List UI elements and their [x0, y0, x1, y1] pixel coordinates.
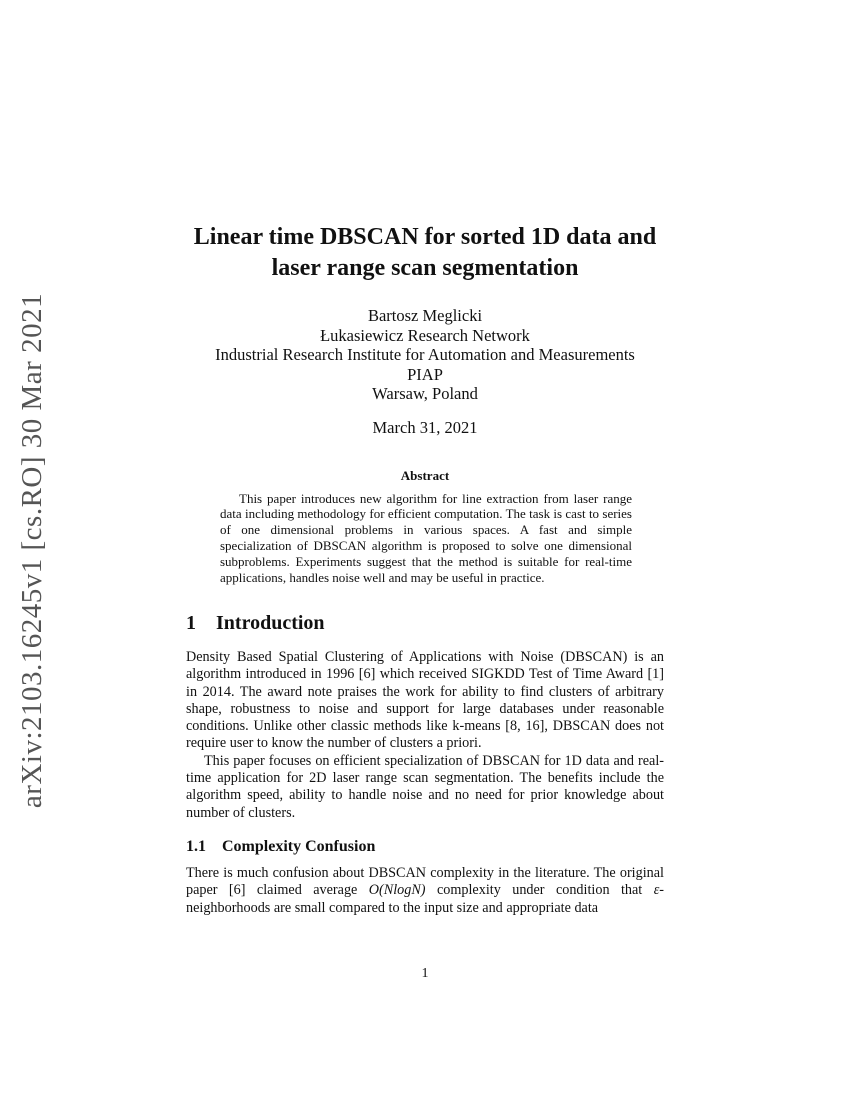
section-heading-introduction — [186, 612, 664, 635]
author-institute: Industrial Research Institute for Automation and Measurements — [215, 345, 635, 364]
author-institute-abbrev: PIAP — [407, 364, 443, 384]
page-number: 1 — [421, 966, 429, 981]
arxiv-margin-stamp — [8, 0, 58, 1100]
complexity-text-start: There is much confusion about DBSCAN complexity in the literature. The original paper [6] claimed average — [186, 864, 664, 899]
epsilon-symbol: ε — [653, 882, 660, 899]
author-organization: Łukasiewicz Research Network — [320, 325, 530, 345]
paper-date: March 31, 2021 — [372, 417, 478, 437]
arxiv-identifier: arXiv:2103.16245v1 [cs.RO] 30 Mar 2021 — [16, 292, 49, 808]
author-location: Warsaw, Poland — [372, 384, 478, 403]
complexity-text-mid: complexity under condition that — [425, 882, 654, 899]
subsection-title: Complexity Confusion — [222, 837, 376, 855]
abstract-text: This paper introduces new algorithm for line extraction from laser range data including methodology for efficient computation. The task is cast to series of one dimensional problems in various spaces. A fast and simple specialization of DBSCAN algorithm is proposed to solve one dimensional subproblems. Experiments suggest that the method is suitable for real-time applications, handles noise well and may be useful in practice. — [220, 490, 632, 586]
title-line-2: laser range scan segmentation — [271, 255, 579, 281]
author-block — [186, 306, 664, 404]
subsection-number: 1.1 — [186, 837, 206, 855]
paper-title — [186, 222, 664, 284]
introduction-paragraph-1: Density Based Spatial Clustering of Applications with Noise (DBSCAN) is an algorithm introduced in 1996 [6] which received SIGKDD Test of Time Award [1] in 2014. The award note praises the work for ability to find clusters of arbitrary shape, robustness to noise and support for large databases under reasonable conditions. Unlike other classic methods like k-means [8, 16], DBSCAN does not require user to know the number of clusters a priori. — [186, 648, 664, 752]
paper-page — [186, 222, 664, 917]
complexity-math: O(NlogN) — [368, 882, 426, 899]
introduction-paragraph-2: This paper focuses on efficient specialization of DBSCAN for 1D data and real-time application for 2D laser range scan segmentation. The benefits include the algorithm speed, ability to handle noise and no need for prior knowledge about number of clusters. — [186, 752, 664, 821]
section-number: 1 — [186, 611, 196, 634]
section-title: Introduction — [216, 611, 325, 634]
abstract-heading: Abstract — [400, 467, 450, 483]
complexity-text-end: -neighborhoods are small compared to the input size and appropriate data — [186, 882, 665, 916]
title-line-1: Linear time DBSCAN for sorted 1D data and — [193, 224, 657, 250]
author-name: Bartosz Meglicki — [367, 306, 483, 325]
complexity-paragraph — [186, 865, 664, 917]
subsection-heading-complexity — [186, 838, 664, 856]
